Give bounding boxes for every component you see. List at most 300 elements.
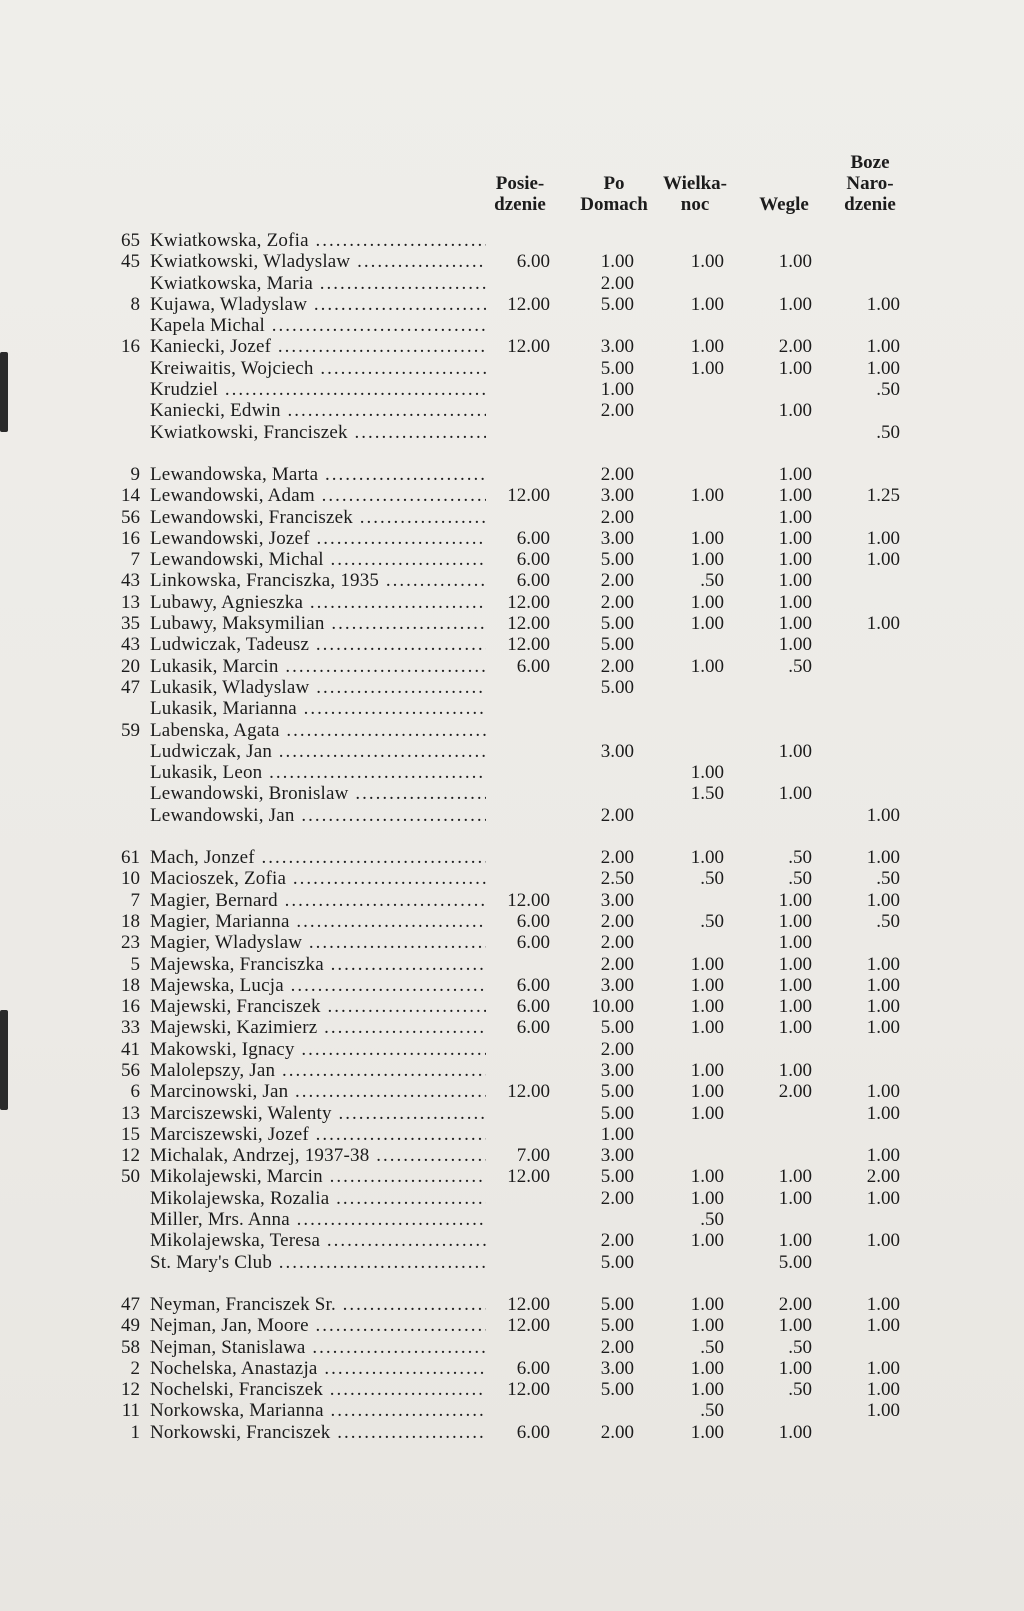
donor-name: Majewska, Franciszka ..... (150, 954, 486, 975)
donor-row (0, 1315, 1024, 1336)
donor-row (0, 1060, 1024, 1081)
amount-wielkanoc: 1.00 (690, 1230, 724, 1252)
amount-po-domach: 5.00 (600, 549, 634, 571)
envelope-number: 11 (121, 1400, 140, 1422)
envelope-number: 41 (121, 1038, 140, 1060)
amount-wielkanoc: 1.00 (690, 485, 724, 507)
amount-wegle: 1.00 (778, 1315, 812, 1337)
amount-po-domach: 2.00 (600, 932, 634, 954)
donor-row (0, 1358, 1024, 1379)
amount-po-domach: 5.00 (600, 1017, 634, 1039)
amount-posiedzenie: 7.00 (516, 1145, 550, 1167)
donor-name: Nochelski, Franciszek ..... (150, 1379, 486, 1400)
envelope-number: 13 (121, 591, 140, 613)
amount-boze-narodzenie: 1.00 (866, 1187, 900, 1209)
donor-name: Lubawy, Maksymilian ..... (150, 613, 486, 634)
donor-row (0, 464, 1024, 485)
amount-wielkanoc: 1.00 (690, 336, 724, 358)
donor-row (0, 762, 1024, 783)
amount-boze-narodzenie: 1.00 (866, 527, 900, 549)
header-po-domach (566, 173, 662, 215)
amount-po-domach: 3.00 (600, 527, 634, 549)
amount-wegle: 1.00 (778, 996, 812, 1018)
amount-wegle: 1.00 (778, 613, 812, 635)
envelope-number: 56 (121, 1059, 140, 1081)
amount-boze-narodzenie: 1.00 (866, 357, 900, 379)
envelope-number: 16 (121, 336, 140, 358)
header-line: Posie- (495, 173, 545, 194)
amount-wielkanoc: .50 (700, 570, 724, 592)
amount-wielkanoc: 1.00 (690, 591, 724, 613)
amount-wielkanoc: 1.00 (690, 1017, 724, 1039)
amount-boze-narodzenie: 1.00 (866, 549, 900, 571)
donor-name: Lubawy, Agnieszka ..... (150, 592, 486, 613)
amount-po-domach: 2.00 (600, 655, 634, 677)
donor-row (0, 634, 1024, 655)
donor-row (0, 847, 1024, 868)
amount-wielkanoc: 1.00 (690, 1293, 724, 1315)
amount-posiedzenie: 6.00 (516, 251, 550, 273)
amount-wegle: 1.00 (778, 570, 812, 592)
amount-posiedzenie: 6.00 (516, 1421, 550, 1443)
donor-name: Mikolajewski, Marcin ..... (150, 1166, 486, 1187)
donor-name: Marciszewski, Walenty ..... (150, 1103, 486, 1124)
amount-wielkanoc: 1.00 (690, 1421, 724, 1443)
donor-name: Mikolajewska, Rozalia ..... (150, 1188, 486, 1209)
amount-wielkanoc: 1.00 (690, 1081, 724, 1103)
header-wielkanoc (650, 173, 740, 215)
donor-row (0, 358, 1024, 379)
amount-po-domach: 5.00 (600, 1081, 634, 1103)
amount-po-domach: 3.00 (600, 889, 634, 911)
amount-boze-narodzenie: 1.00 (866, 1230, 900, 1252)
donor-name: Lukasik, Wladyslaw ..... (150, 677, 486, 698)
amount-posiedzenie: 12.00 (507, 336, 550, 358)
header-posiedzenie (480, 173, 560, 215)
donor-name: Magier, Marianna ..... (150, 911, 486, 932)
envelope-number: 35 (121, 613, 140, 635)
amount-po-domach: 2.00 (600, 463, 634, 485)
donor-row (0, 400, 1024, 421)
donor-name: Norkowski, Franciszek ..... (150, 1422, 486, 1443)
donor-row (0, 315, 1024, 336)
donor-name: Lewandowski, Michal ..... (150, 549, 486, 570)
donor-name: Kujawa, Wladyslaw ..... (150, 294, 486, 315)
donor-name: Ludwiczak, Jan ..... (150, 741, 486, 762)
amount-wielkanoc: 1.00 (690, 549, 724, 571)
amount-posiedzenie: 12.00 (507, 1166, 550, 1188)
amount-wegle: 1.00 (778, 783, 812, 805)
amount-boze-narodzenie: 1.00 (866, 293, 900, 315)
amount-po-domach: 5.00 (600, 357, 634, 379)
amount-posiedzenie: 6.00 (516, 910, 550, 932)
amount-po-domach: 1.00 (600, 251, 634, 273)
donor-name: Majewski, Kazimierz ..... (150, 1017, 486, 1038)
donor-row (0, 1252, 1024, 1273)
envelope-number: 10 (121, 868, 140, 890)
envelope-number: 14 (121, 485, 140, 507)
donor-name: St. Mary's Club ..... (150, 1252, 486, 1273)
donor-row (0, 422, 1024, 443)
donor-row (0, 1188, 1024, 1209)
amount-boze-narodzenie: 1.25 (866, 485, 900, 507)
donor-row (0, 1017, 1024, 1038)
donor-name: Kaniecki, Jozef ..... (150, 336, 486, 357)
amount-wegle: 1.00 (778, 953, 812, 975)
amount-wegle: 2.00 (778, 336, 812, 358)
amount-wielkanoc: 1.00 (690, 1379, 724, 1401)
amount-wegle: 2.00 (778, 1081, 812, 1103)
donor-row (0, 1145, 1024, 1166)
amount-wegle: 1.00 (778, 400, 812, 422)
amount-posiedzenie: 12.00 (507, 485, 550, 507)
envelope-number: 47 (121, 1293, 140, 1315)
amount-wielkanoc: .50 (700, 910, 724, 932)
amount-wegle: .50 (788, 1379, 812, 1401)
donor-name: Kaniecki, Edwin ..... (150, 400, 486, 421)
amount-po-domach: 2.00 (600, 804, 634, 826)
donor-row (0, 273, 1024, 294)
donor-row (0, 1103, 1024, 1124)
donor-name: Kwiatkowski, Franciszek ..... (150, 422, 486, 443)
donor-row (0, 1124, 1024, 1145)
envelope-number: 7 (130, 889, 140, 911)
amount-po-domach: 3.00 (600, 1357, 634, 1379)
amount-boze-narodzenie: 2.00 (866, 1166, 900, 1188)
amount-wegle: 1.00 (778, 634, 812, 656)
column-headers (0, 152, 1024, 222)
donor-row (0, 294, 1024, 315)
envelope-number: 9 (130, 463, 140, 485)
donor-row (0, 1400, 1024, 1421)
donor-row (0, 592, 1024, 613)
envelope-number: 33 (121, 1017, 140, 1039)
donor-row (0, 613, 1024, 634)
amount-boze-narodzenie: .50 (876, 910, 900, 932)
amount-wegle: .50 (788, 655, 812, 677)
donor-name: Kreiwaitis, Wojciech ..... (150, 358, 486, 379)
envelope-number: 18 (121, 974, 140, 996)
amount-posiedzenie: 12.00 (507, 1315, 550, 1337)
amount-boze-narodzenie: 1.00 (866, 1293, 900, 1315)
amount-boze-narodzenie: 1.00 (866, 1081, 900, 1103)
amount-wegle: .50 (788, 868, 812, 890)
donor-name: Nejman, Jan, Moore ..... (150, 1315, 486, 1336)
donor-name: Neyman, Franciszek Sr. ..... (150, 1294, 486, 1315)
donor-name: Lewandowski, Jozef ..... (150, 528, 486, 549)
amount-posiedzenie: 12.00 (507, 613, 550, 635)
envelope-number: 56 (121, 506, 140, 528)
header-line: noc (680, 194, 710, 215)
amount-wielkanoc: 1.00 (690, 1187, 724, 1209)
amount-boze-narodzenie: 1.00 (866, 1145, 900, 1167)
donor-name: Kwiatkowska, Maria ..... (150, 273, 486, 294)
donor-list (0, 230, 1024, 1443)
donor-name: Labenska, Agata ..... (150, 720, 486, 741)
amount-wegle: 1.00 (778, 357, 812, 379)
donor-name: Michalak, Andrzej, 1937-38 ..... (150, 1145, 486, 1166)
amount-boze-narodzenie: .50 (876, 868, 900, 890)
donor-row (0, 1039, 1024, 1060)
donor-name: Macioszek, Zofia ..... (150, 868, 486, 889)
donor-name: Majewski, Franciszek ..... (150, 996, 486, 1017)
amount-wielkanoc: 1.00 (690, 1059, 724, 1081)
amount-po-domach: 2.00 (600, 953, 634, 975)
amount-boze-narodzenie: 1.00 (866, 336, 900, 358)
amount-po-domach: 1.00 (600, 379, 634, 401)
header-line: Po (603, 173, 625, 194)
donor-name: Makowski, Ignacy ..... (150, 1039, 486, 1060)
amount-po-domach: 3.00 (600, 485, 634, 507)
envelope-number: 61 (121, 847, 140, 869)
amount-posiedzenie: 6.00 (516, 996, 550, 1018)
amount-wegle: 1.00 (778, 1166, 812, 1188)
donor-row (0, 932, 1024, 953)
amount-wegle: 1.00 (778, 463, 812, 485)
envelope-number: 45 (121, 251, 140, 273)
donor-row (0, 954, 1024, 975)
amount-wielkanoc: 1.00 (690, 1357, 724, 1379)
amount-posiedzenie: 6.00 (516, 974, 550, 996)
amount-wielkanoc: 1.00 (690, 655, 724, 677)
envelope-number: 8 (130, 293, 140, 315)
amount-boze-narodzenie: 1.00 (866, 974, 900, 996)
donor-row (0, 485, 1024, 506)
amount-wielkanoc: 1.50 (690, 783, 724, 805)
header-line: Wielka- (662, 173, 728, 194)
donor-name: Marcinowski, Jan ..... (150, 1081, 486, 1102)
amount-wegle: 1.00 (778, 1230, 812, 1252)
amount-po-domach: 3.00 (600, 740, 634, 762)
envelope-number: 59 (121, 719, 140, 741)
amount-po-domach: 2.00 (600, 1421, 634, 1443)
donor-name: Kwiatkowska, Zofia ..... (150, 230, 486, 251)
amount-po-domach: 5.00 (600, 1379, 634, 1401)
amount-wegle: 1.00 (778, 251, 812, 273)
amount-posiedzenie: 12.00 (507, 889, 550, 911)
donor-name: Lewandowski, Adam ..... (150, 485, 486, 506)
amount-po-domach: 3.00 (600, 336, 634, 358)
amount-po-domach: 3.00 (600, 1059, 634, 1081)
envelope-number: 15 (121, 1123, 140, 1145)
donor-row (0, 783, 1024, 804)
donor-name: Lewandowski, Bronislaw ..... (150, 783, 486, 804)
envelope-number: 23 (121, 932, 140, 954)
amount-wielkanoc: 1.00 (690, 251, 724, 273)
amount-wegle: 1.00 (778, 1421, 812, 1443)
donor-name: Kapela Michal ..... (150, 315, 486, 336)
amount-boze-narodzenie: 1.00 (866, 996, 900, 1018)
donor-name: Magier, Bernard ..... (150, 890, 486, 911)
envelope-number: 43 (121, 570, 140, 592)
envelope-number: 7 (130, 549, 140, 571)
amount-po-domach: 5.00 (600, 676, 634, 698)
amount-wegle: 1.00 (778, 910, 812, 932)
amount-po-domach: 2.00 (600, 591, 634, 613)
amount-po-domach: 2.00 (600, 1187, 634, 1209)
amount-wielkanoc: 1.00 (690, 996, 724, 1018)
donor-name: Miller, Mrs. Anna ..... (150, 1209, 486, 1230)
amount-wielkanoc: .50 (700, 868, 724, 890)
amount-wielkanoc: 1.00 (690, 847, 724, 869)
amount-wielkanoc: 1.00 (690, 1166, 724, 1188)
donor-name: Mikolajewska, Teresa ..... (150, 1230, 486, 1251)
donor-name: Krudziel ..... (150, 379, 486, 400)
amount-wegle: 1.00 (778, 932, 812, 954)
amount-posiedzenie: 6.00 (516, 1017, 550, 1039)
donor-name: Kwiatkowski, Wladyslaw ..... (150, 251, 486, 272)
amount-po-domach: 2.00 (600, 1038, 634, 1060)
amount-wegle: 2.00 (778, 1293, 812, 1315)
donor-name: Majewska, Lucja ..... (150, 975, 486, 996)
amount-wielkanoc: 1.00 (690, 293, 724, 315)
donor-row (0, 720, 1024, 741)
amount-po-domach: 5.00 (600, 1102, 634, 1124)
envelope-number: 13 (121, 1102, 140, 1124)
donor-row (0, 1081, 1024, 1102)
envelope-number: 16 (121, 996, 140, 1018)
amount-boze-narodzenie: 1.00 (866, 1379, 900, 1401)
donor-name: Linkowska, Franciszka, 1935 ..... (150, 570, 486, 591)
donor-row (0, 251, 1024, 272)
donor-name: Mach, Jonzef ..... (150, 847, 486, 868)
amount-wegle: 1.00 (778, 485, 812, 507)
amount-po-domach: 2.00 (600, 272, 634, 294)
amount-po-domach: 5.00 (600, 634, 634, 656)
amount-po-domach: 5.00 (600, 1315, 634, 1337)
donor-row (0, 1209, 1024, 1230)
donor-row (0, 698, 1024, 719)
amount-boze-narodzenie: 1.00 (866, 1357, 900, 1379)
envelope-number: 20 (121, 655, 140, 677)
donor-name: Malolepszy, Jan ..... (150, 1060, 486, 1081)
amount-wegle: 1.00 (778, 1357, 812, 1379)
amount-boze-narodzenie: 1.00 (866, 613, 900, 635)
amount-po-domach: 2.00 (600, 570, 634, 592)
donor-row (0, 379, 1024, 400)
amount-boze-narodzenie: 1.00 (866, 1315, 900, 1337)
envelope-number: 58 (121, 1336, 140, 1358)
amount-po-domach: 10.00 (591, 996, 634, 1018)
donor-row (0, 868, 1024, 889)
donor-row (0, 741, 1024, 762)
amount-po-domach: 2.50 (600, 868, 634, 890)
amount-wegle: 1.00 (778, 549, 812, 571)
amount-wielkanoc: 1.00 (690, 762, 724, 784)
header-boze-narodzenie (828, 152, 912, 215)
amount-boze-narodzenie: .50 (876, 421, 900, 443)
donor-row (0, 336, 1024, 357)
amount-posiedzenie: 6.00 (516, 932, 550, 954)
donor-name: Norkowska, Marianna ..... (150, 1400, 486, 1421)
envelope-number: 47 (121, 676, 140, 698)
amount-wegle: 1.00 (778, 293, 812, 315)
envelope-number: 43 (121, 634, 140, 656)
donor-name: Lukasik, Leon ..... (150, 762, 486, 783)
envelope-number: 6 (130, 1081, 140, 1103)
donor-row (0, 996, 1024, 1017)
amount-wielkanoc: 1.00 (690, 357, 724, 379)
amount-posiedzenie: 6.00 (516, 549, 550, 571)
donor-row (0, 1166, 1024, 1187)
header-line: Naro- (846, 173, 894, 194)
amount-po-domach: 2.00 (600, 506, 634, 528)
envelope-number: 50 (121, 1166, 140, 1188)
envelope-number: 12 (121, 1379, 140, 1401)
envelope-number: 2 (130, 1357, 140, 1379)
donor-name: Lewandowska, Marta ..... (150, 464, 486, 485)
donor-name: Nochelska, Anastazja ..... (150, 1358, 486, 1379)
donor-row (0, 528, 1024, 549)
amount-wegle: 5.00 (778, 1251, 812, 1273)
donor-row (0, 1294, 1024, 1315)
donor-name: Magier, Wladyslaw ..... (150, 932, 486, 953)
amount-wielkanoc: 1.00 (690, 953, 724, 975)
envelope-number: 12 (121, 1145, 140, 1167)
amount-posiedzenie: 6.00 (516, 655, 550, 677)
donor-row (0, 1379, 1024, 1400)
amount-po-domach: 5.00 (600, 1251, 634, 1273)
envelope-number: 65 (121, 230, 140, 251)
donor-row (0, 1422, 1024, 1443)
donor-row (0, 230, 1024, 251)
donor-row (0, 677, 1024, 698)
amount-posiedzenie: 12.00 (507, 1293, 550, 1315)
amount-posiedzenie: 12.00 (507, 1379, 550, 1401)
amount-wielkanoc: .50 (700, 1209, 724, 1231)
amount-posiedzenie: 12.00 (507, 293, 550, 315)
amount-wegle: 1.00 (778, 527, 812, 549)
amount-wegle: .50 (788, 1336, 812, 1358)
amount-boze-narodzenie: 1.00 (866, 804, 900, 826)
donor-name: Ludwiczak, Tadeusz ..... (150, 634, 486, 655)
amount-wielkanoc: 1.00 (690, 1315, 724, 1337)
header-line: Wegle (759, 194, 809, 215)
amount-po-domach: 3.00 (600, 1145, 634, 1167)
amount-posiedzenie: 12.00 (507, 634, 550, 656)
donor-name: Lukasik, Marcin ..... (150, 656, 486, 677)
amount-wielkanoc: 1.00 (690, 613, 724, 635)
amount-wegle: 1.00 (778, 974, 812, 996)
envelope-number: 16 (121, 527, 140, 549)
amount-posiedzenie: 12.00 (507, 591, 550, 613)
donor-row (0, 1230, 1024, 1251)
amount-wielkanoc: 1.00 (690, 974, 724, 996)
donor-name: Lewandowski, Franciszek ..... (150, 507, 486, 528)
amount-po-domach: 2.00 (600, 400, 634, 422)
donor-row (0, 656, 1024, 677)
amount-po-domach: 5.00 (600, 293, 634, 315)
amount-po-domach: 5.00 (600, 1166, 634, 1188)
donor-row (0, 1337, 1024, 1358)
amount-wegle: 1.00 (778, 1059, 812, 1081)
amount-posiedzenie: 6.00 (516, 570, 550, 592)
amount-boze-narodzenie: 1.00 (866, 1102, 900, 1124)
amount-wielkanoc: .50 (700, 1400, 724, 1422)
donor-row (0, 507, 1024, 528)
amount-po-domach: 5.00 (600, 613, 634, 635)
amount-wegle: 1.00 (778, 506, 812, 528)
donor-row (0, 570, 1024, 591)
amount-wegle: 1.00 (778, 591, 812, 613)
amount-boze-narodzenie: 1.00 (866, 889, 900, 911)
donor-row (0, 549, 1024, 570)
amount-wielkanoc: 1.00 (690, 1102, 724, 1124)
envelope-number: 1 (130, 1421, 140, 1443)
donor-row (0, 975, 1024, 996)
donor-name: Lukasik, Marianna ..... (150, 698, 486, 719)
donor-name: Nejman, Stanislawa ..... (150, 1337, 486, 1358)
